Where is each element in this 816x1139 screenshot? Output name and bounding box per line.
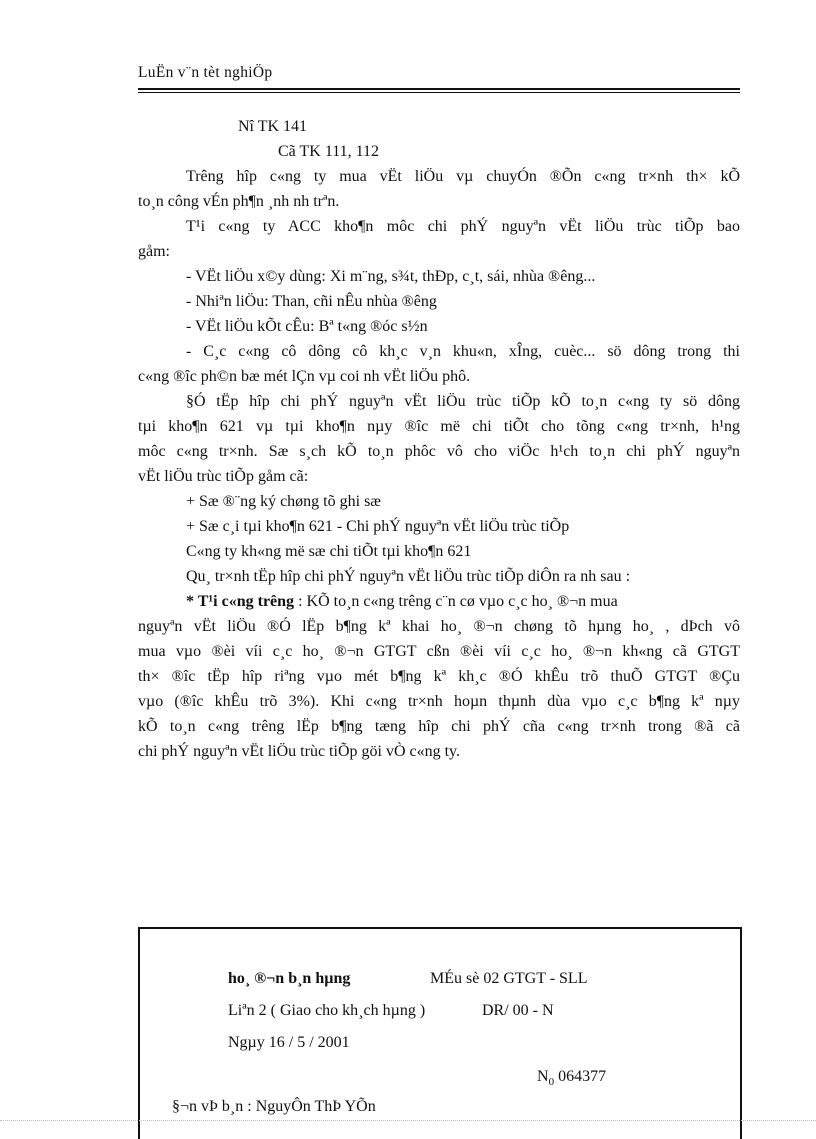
paragraph-line: to¸n công vÉn ph¶n ¸nh nh trªn.: [138, 193, 340, 210]
list-item: c«ng ®îc ph©n bæ mét lÇn vµ coi nh vËt liÖu phô.: [138, 368, 471, 385]
debit-line: Nî TK 141: [238, 118, 308, 135]
invoice-title: ho¸ ®¬n b¸n hµng: [228, 970, 351, 987]
invoice-form-code: MÉu sè 02 GTGT - SLL: [430, 970, 588, 987]
paragraph-line: §Ó tËp hîp chi phÝ nguyªn vËt liÖu trùc tiÕp kÕ to¸n c«ng ty sö dông: [186, 393, 740, 410]
paragraph-line: vµo (®îc khÊu trõ 3%). Khi c«ng tr×nh hoµn thµnh dùa vµo c¸c b¶ng kª nµy: [138, 693, 740, 710]
paragraph-line: Qu¸ tr×nh tËp hîp chi phÝ nguyªn vËt liÖu trùc tiÕp diÔn ra nh sau :: [186, 568, 631, 585]
paragraph-line: môc c«ng tr×nh. Sæ s¸ch kÕ to¸n phôc vô cho viÖc h¹ch to¸n chi phÝ nguyªn: [138, 443, 740, 460]
page-header: LuËn v¨n tèt nghiÖp: [138, 64, 273, 81]
list-item: - VËt liÖu x©y dùng: Xi m¨ng, s¾t, thÐp, c¸t, sái, nhùa ®êng...: [186, 268, 596, 285]
page-bottom-dotted-rule: [0, 1120, 816, 1121]
paragraph-line: th× ®îc tËp hîp riªng vµo mét b¶ng kª kh¸c ®Ó khÊu trõ thuÕ GTGT ®Çu: [138, 668, 740, 685]
invoice-series: DR/ 00 - N: [482, 1002, 554, 1019]
list-item: + Sæ c¸i tµi kho¶n 621 - Chi phÝ nguyªn vËt liÖu trùc tiÕp: [186, 518, 570, 535]
invoice-seller: §¬n vÞ b¸n : NguyÔn ThÞ YÕn: [172, 1098, 376, 1115]
paragraph-line: T¹i c«ng ty ACC kho¶n môc chi phÝ nguyªn vËt liÖu trùc tiÕp bao: [186, 218, 740, 235]
paragraph-line: vËt liÖu trùc tiÕp gåm cã:: [138, 468, 309, 485]
paragraph-line: gåm:: [138, 243, 170, 260]
header-rule-thick: [138, 88, 740, 90]
paragraph-line: [138, 589, 740, 614]
paragraph-line: kÕ to¸n c«ng trêng lËp b¶ng tæng hîp chi phÝ cña c«ng tr×nh trong ®ã cã: [138, 718, 740, 735]
invoice-number: [537, 1067, 606, 1092]
section-text: : KÕ to¸n c«ng trêng c¨n cø vµo c¸c ho¸ ®¬n mua: [294, 593, 618, 610]
invoice-number-label: N: [537, 1068, 549, 1085]
section-lead: * T¹i c«ng trêng: [186, 593, 295, 610]
list-item: - C¸c c«ng cô dông cô kh¸c v¸n khu«n, xÎng, cuèc... sö dông trong thi: [186, 343, 740, 360]
paragraph-line: C«ng ty kh«ng më sæ chi tiÕt tµi kho¶n 621: [186, 543, 472, 560]
invoice-number-value: 064377: [554, 1068, 607, 1085]
list-item: - VËt liÖu kÕt cÊu: Bª t«ng ®óc s½n: [186, 318, 428, 335]
paragraph-line: Trêng hîp c«ng ty mua vËt liÖu vµ chuyÓn ®Õn c«ng tr×nh th× kÕ: [186, 168, 740, 185]
list-item: + Sæ ®¨ng ký chøng tõ ghi sæ: [186, 493, 381, 510]
invoice-number-sub: 0: [548, 1076, 555, 1089]
invoice-box: [138, 927, 742, 1139]
invoice-date: Ngµy 16 / 5 / 2001: [228, 1034, 350, 1051]
credit-line: Cã TK 111, 112: [278, 143, 380, 160]
document-body: [138, 114, 740, 764]
paragraph-line: tµi kho¶n 621 vµ tµi kho¶n nµy ®îc më chi tiÕt cho tõng c«ng tr×nh, h¹ng: [138, 418, 740, 435]
paragraph-line: nguyªn vËt liÖu ®Ó lËp b¶ng kª khai ho¸ ®¬n chøng tõ hµng ho¸ , dÞch vô: [138, 618, 740, 635]
list-item: - Nhiªn liÖu: Than, cñi nÊu nhùa ®êng: [186, 293, 437, 310]
header-rule-thin: [138, 92, 740, 93]
invoice-copy: Liªn 2 ( Giao cho kh¸ch hµng ): [228, 1002, 426, 1019]
paragraph-line: mua vµo ®èi víi c¸c ho¸ ®¬n GTGT cßn ®èi víi c¸c ho¸ ®¬n kh«ng cã GTGT: [138, 643, 740, 660]
paragraph-line: chi phÝ nguyªn vËt liÖu trùc tiÕp göi vÒ c«ng ty.: [138, 743, 461, 760]
